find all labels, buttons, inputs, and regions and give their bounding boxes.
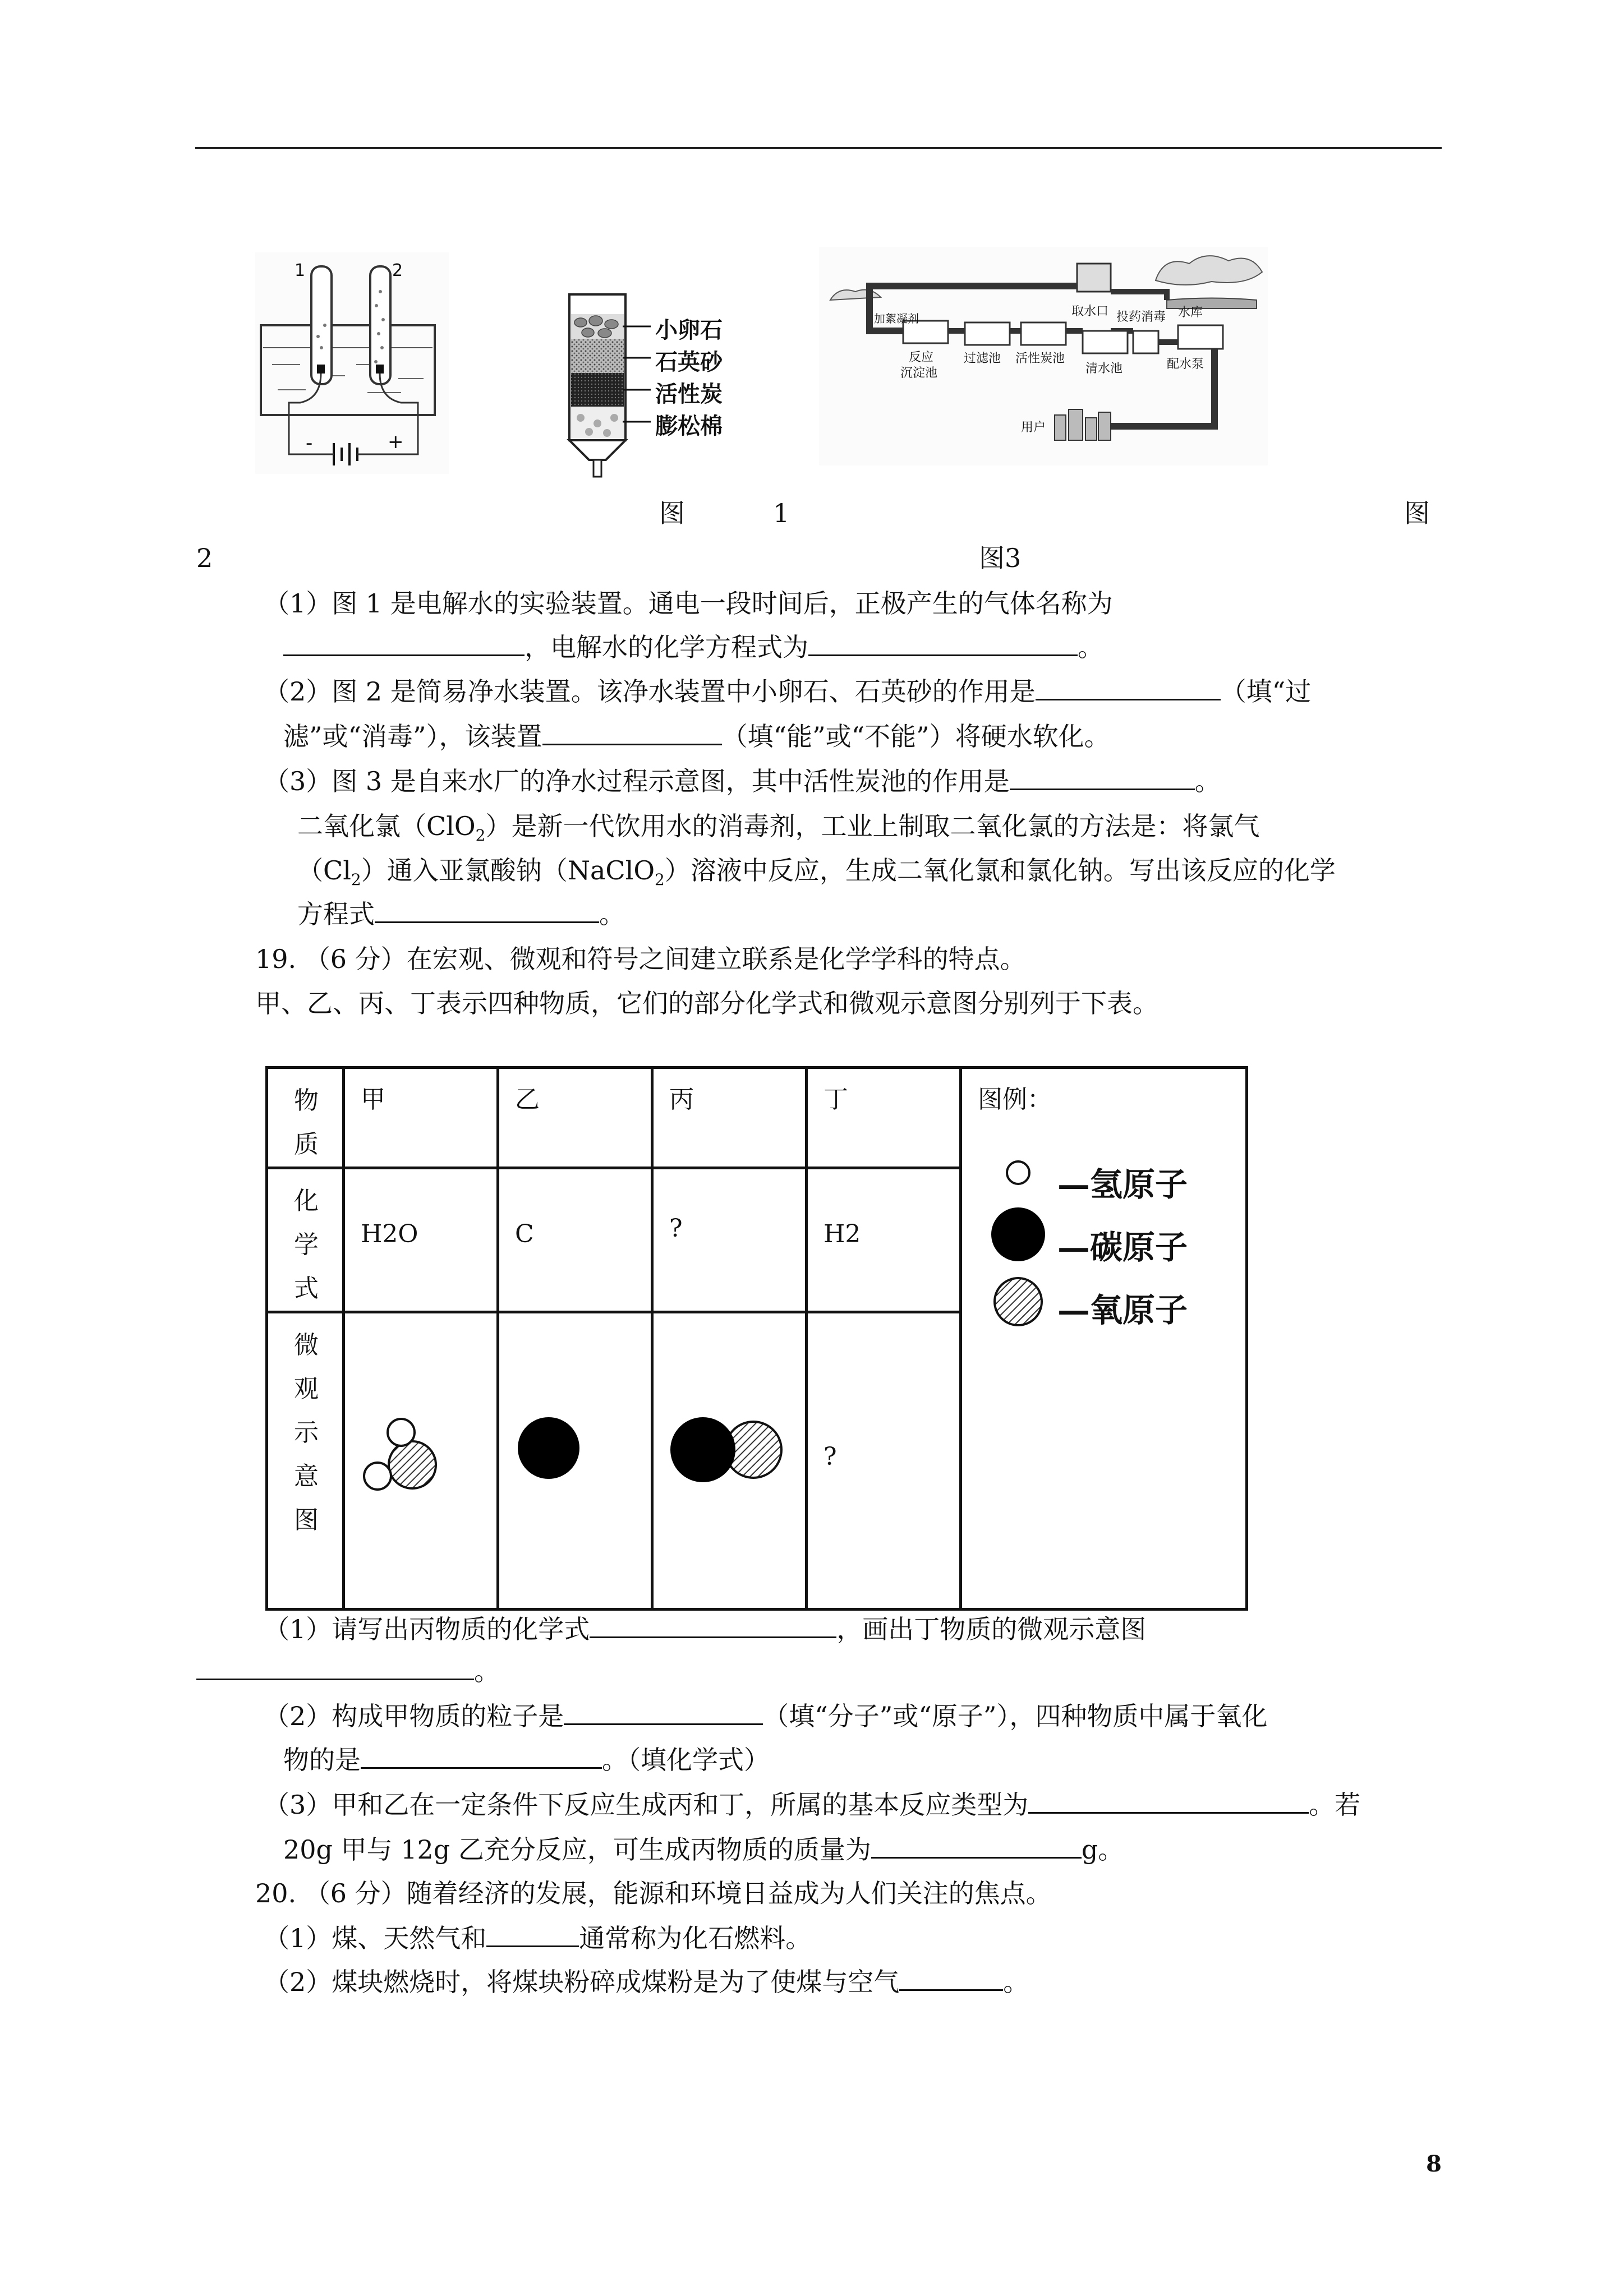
fig3-label-users: 用户 [1021, 421, 1046, 435]
fig3-label-carbon-tank: 活性炭池 [1015, 352, 1065, 366]
row-header-formula: 化学式 [267, 1168, 344, 1312]
micro-jia [344, 1312, 498, 1610]
q18-part2-line1: （2）图 2 是简易净水装置。该净水装置中小卵石、石英砂的作用是 （填“过 [264, 676, 1312, 707]
page-number: 8 [1426, 2151, 1442, 2177]
hydrogen-atom-icon [1007, 1161, 1029, 1184]
answer-blank-clo2-equation[interactable] [375, 899, 599, 923]
fig3-label-disinfection: 投药消毒 [1116, 310, 1166, 324]
caption-fig-3: 图3 [979, 543, 1022, 573]
caption-fig-1-number: 1 [773, 498, 790, 528]
water-molecule-icon [356, 1409, 446, 1504]
answer-blank-bing-formula[interactable] [590, 1614, 836, 1638]
formula-ding: H2 [807, 1168, 961, 1312]
negative-terminal-label: - [306, 432, 313, 454]
substance-table [265, 1066, 1248, 1611]
answer-blank-fossil-fuel[interactable] [486, 1923, 579, 1947]
co-molecule-icon [664, 1412, 798, 1490]
carbon-atom-icon [991, 1207, 1045, 1261]
q18-part3-line1: （3）图 3 是自来水厂的净水过程示意图，其中活性炭池的作用是 。 [264, 766, 1221, 796]
formula-bing: ? [652, 1168, 807, 1312]
legend-carbon: —碳原子 [1057, 1228, 1188, 1266]
fig3-label-clear-tank: 清水池 [1085, 362, 1123, 376]
figure-2-water-filter [567, 292, 780, 482]
answer-blank-equation[interactable] [808, 632, 1078, 656]
filter-label-pebbles: 小卵石 [655, 317, 723, 343]
q20-title: 20. （6 分）随着经济的发展，能源和环境日益成为人们关注的焦点。 [255, 1878, 1052, 1908]
fig3-label-reaction: 反应 [909, 351, 934, 365]
q19-part2-line1: （2）构成甲物质的粒子是 （填“分子”或“原子”），四种物质中属于氧化 [264, 1701, 1268, 1731]
q19-part2-line2: 物的是 。（填化学式） [283, 1745, 770, 1775]
col-header-jia: 甲 [344, 1068, 498, 1168]
fig3-label-intake: 取水口 [1071, 305, 1109, 319]
filter-label-cotton: 膨松棉 [655, 413, 723, 439]
q19-part1-line2: 。 [196, 1654, 500, 1688]
answer-blank-oxide[interactable] [361, 1745, 602, 1769]
q18-part1-line1: （1）图 1 是电解水的实验装置。通电一段时间后，正极产生的气体名称为 [264, 588, 1113, 619]
electrolysis-diagram [255, 252, 449, 474]
formula-jia: H2O [344, 1168, 498, 1312]
answer-blank-mass[interactable] [871, 1834, 1082, 1859]
legend-oxygen: —氧原子 [1057, 1291, 1188, 1329]
figure-3-waterworks [819, 247, 1268, 465]
carbon-atom-model-icon [510, 1409, 589, 1487]
q19-intro: 甲、乙、丙、丁表示四种物质，它们的部分化学式和微观示意图分别列于下表。 [255, 988, 1158, 1018]
filter-label-quartz-sand: 石英砂 [655, 349, 723, 375]
q19-part3-line2: 20g 甲与 12g 乙充分反应，可生成丙物质的质量为 g。 [283, 1834, 1124, 1865]
col-header-yi: 乙 [498, 1068, 652, 1168]
answer-blank-reaction-type[interactable] [1028, 1790, 1309, 1814]
col-header-ding: 丁 [807, 1068, 961, 1168]
q19-title: 19. （6 分）在宏观、微观和符号之间建立联系是化学学科的特点。 [255, 944, 1026, 974]
positive-terminal-label: + [388, 431, 404, 453]
answer-blank-carbon-role[interactable] [1010, 766, 1195, 790]
q18-part2-line2: 滤”或“消毒”），该装置 （填“能”或“不能”）将硬水软化。 [283, 721, 1110, 751]
fig3-label-filter-tank: 过滤池 [964, 352, 1001, 366]
q19-part1-line1: （1）请写出丙物质的化学式 ，画出丁物质的微观示意图 [264, 1614, 1147, 1644]
answer-blank-can-soften[interactable] [542, 721, 722, 745]
fig3-label-reservoir: 水库 [1178, 306, 1203, 320]
legend-hydrogen: —氢原子 [1057, 1165, 1188, 1204]
q18-part1-line2: ，电解水的化学方程式为 。 [283, 630, 1103, 664]
q19-part3-line1: （3）甲和乙在一定条件下反应生成丙和丁，所属的基本反应类型为 。若 [264, 1790, 1361, 1820]
fig3-label-pump: 配水泵 [1167, 357, 1204, 371]
tube-label-2: 2 [392, 261, 403, 280]
header-rule [195, 147, 1442, 149]
answer-blank-particle-type[interactable] [564, 1701, 763, 1725]
legend-atoms [987, 1153, 1049, 1333]
q18-part4-line1: 二氧化氯（ClO$_2$）是新一代饮用水的消毒剂，工业上制取二氧化氯的方法是：将氯气 [297, 811, 1260, 845]
caption-fig-2-number: 2 [196, 543, 213, 573]
formula-yi: C [498, 1168, 652, 1312]
answer-blank-ding-drawing[interactable] [196, 1656, 474, 1680]
micro-bing [652, 1312, 807, 1610]
tube-label-1: 1 [295, 261, 306, 280]
q20-part1: （1）煤、天然气和 通常称为化石燃料。 [264, 1923, 812, 1953]
q20-part2: （2）煤块燃烧时，将煤块粉碎成煤粉是为了使煤与空气 。 [264, 1967, 1029, 1997]
legend-title: 图例： [978, 1085, 1052, 1114]
row-header-substance: 物质 [267, 1068, 344, 1168]
answer-blank-filter-role[interactable] [1036, 676, 1221, 700]
q18-part4-line3: 方程式 。 [297, 899, 625, 929]
answer-blank-gas-name[interactable] [283, 632, 525, 656]
q18-part4-line2: $(Cl_2)$通入亚氯酸钠（NaClO$_2$）溶液中反应，生成二氧化氯和氯化钠。写出该反应的化学 [297, 855, 1336, 889]
micro-yi [498, 1312, 652, 1610]
fig3-label-sedimentation: 沉淀池 [900, 366, 938, 380]
caption-fig: 图 [659, 498, 685, 528]
filter-label-activated-carbon: 活性炭 [655, 381, 723, 407]
micro-ding: ? [807, 1312, 961, 1610]
fig3-label-flocculant: 加絮凝剂 [874, 312, 919, 325]
answer-blank-contact-area[interactable] [899, 1967, 1003, 1991]
legend-cell [961, 1068, 1247, 1610]
oxygen-atom-icon [995, 1278, 1042, 1325]
row-header-micro: 微观示意图 [267, 1312, 344, 1610]
figure-1-electrolysis [255, 252, 449, 474]
col-header-bing: 丙 [652, 1068, 807, 1168]
caption-fig-right: 图 [1404, 498, 1430, 528]
